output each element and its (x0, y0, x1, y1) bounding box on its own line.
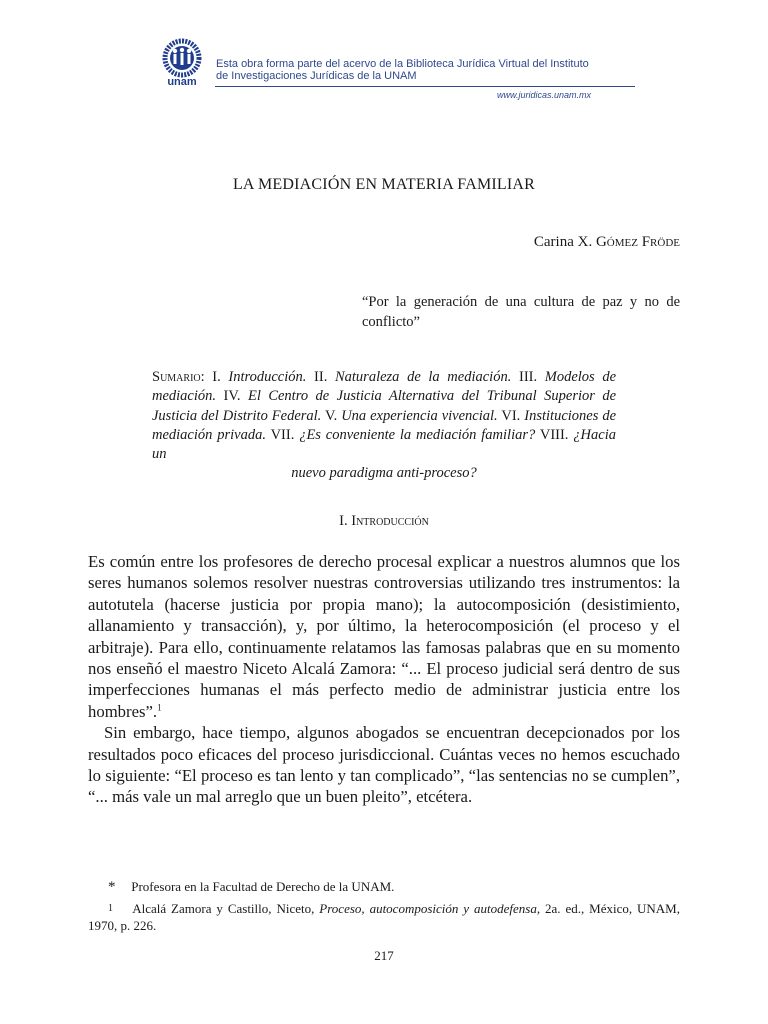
paragraph-2: Sin embargo, hace tiempo, algunos abogados se encuentran decepcionados por los resultados poco eficaces del proceso jurisdiccional. Cuántas veces no hemos escuchado lo siguiente: “El proceso es tan lento y tan complicado”, “las sentencias no se cumplen”, “... más vale un mal arreglo que un buen pleito”, etcétera. (88, 723, 680, 807)
summary-num-5: V. (325, 407, 338, 424)
footnote-text-pre: Alcalá Zamora y Castillo, Niceto, (132, 901, 315, 916)
summary-item-8b: nuevo paradigma anti-proceso? (291, 465, 477, 482)
summary-num-7: VII. (270, 426, 295, 443)
author-given-name: Carina X. (533, 234, 593, 250)
summary-item-7: ¿Es conveniente la mediación familiar? (299, 426, 536, 443)
epigraph: “Por la generación de una cultura de paz y no de conflicto” (362, 294, 680, 330)
summary-num-3: III. (518, 369, 538, 385)
footnote-1 (88, 900, 680, 934)
section-number: I. (339, 513, 348, 529)
summary-num-6: VI. (501, 407, 521, 424)
body-text (88, 551, 680, 808)
summary-item-4: El Centro de Justicia Alternativa del Tribunal Superior de Justicia del Distrito Federal. (152, 388, 617, 424)
summary-item-8a: ¿Hacia un (152, 426, 616, 463)
summary-num-2: II. (314, 369, 328, 385)
summary-item-2: Naturaleza de la mediación. (334, 369, 512, 385)
summary-item-1: Introducción. (228, 369, 307, 385)
summary-block (152, 368, 616, 484)
footnote-text: Profesora en la Facultad de Derecho de la UNAM. (131, 879, 395, 894)
section-heading (90, 513, 678, 530)
footnotes (88, 878, 680, 938)
summary-num-1: I. (212, 369, 221, 385)
author-surname: Gómez Fröde (595, 234, 680, 250)
paragraph-1-text: Es común entre los profesores de derecho procesal explicar a nuestros alumnos que los seres humanos solemos resolver nuestras controversias utilizando tres instrumentos: la autotutela (hacerse justicia por propia mano); la autocomposición (desistimiento, allanamiento y transacción), y, por último, la heterocomposición (el proceso y el arbitraje). Para ello, continuamente relatamos las famosas palabras que en su momento nos enseñó el maestro Niceto Alcalá Zamora: “... El proceso judicial será dentro de sus imperfecciones humanas el más perfecto medio de administrar justicia entre los hombres”. (88, 552, 680, 721)
summary-item-6: Instituciones de mediación privada. (152, 407, 617, 443)
paragraph-1 (88, 551, 680, 722)
summary-label: Sumario: (152, 369, 205, 385)
summary-num-8: VIII. (539, 426, 569, 443)
header-divider (215, 86, 635, 87)
author-name (300, 234, 680, 251)
footnote-text-post: , 2a. ed., México, UNAM, 1970, p. 226. (88, 901, 680, 933)
page-number: 217 (374, 948, 394, 963)
chapter-title: LA MEDIACIÓN EN MATERIA FAMILIAR (232, 176, 536, 193)
footnote-book-title: Proceso, autocomposición y autodefensa (319, 901, 537, 916)
footnote-author (88, 878, 680, 896)
notice-line-2: de Investigaciones Jurídicas de la UNAM (216, 70, 417, 82)
summary-item-5: Una experiencia vivencial. (341, 407, 498, 424)
footnote-ref-1[interactable]: 1 (157, 702, 162, 713)
logo-wordmark: unam (167, 76, 197, 88)
footnote-mark: 1 (108, 903, 113, 914)
repository-url[interactable]: www.juridicas.unam.mx (496, 90, 591, 100)
section-title: Introducción (351, 513, 429, 529)
summary-item-3: Modelos de mediación. (152, 369, 617, 405)
summary-num-4: IV. (223, 388, 241, 405)
repository-notice (216, 58, 636, 82)
page-header (157, 38, 617, 102)
footnote-mark: * (108, 879, 116, 895)
notice-line-1: Esta obra forma parte del acervo de la Biblioteca Jurídica Virtual del Instituto (216, 58, 589, 70)
